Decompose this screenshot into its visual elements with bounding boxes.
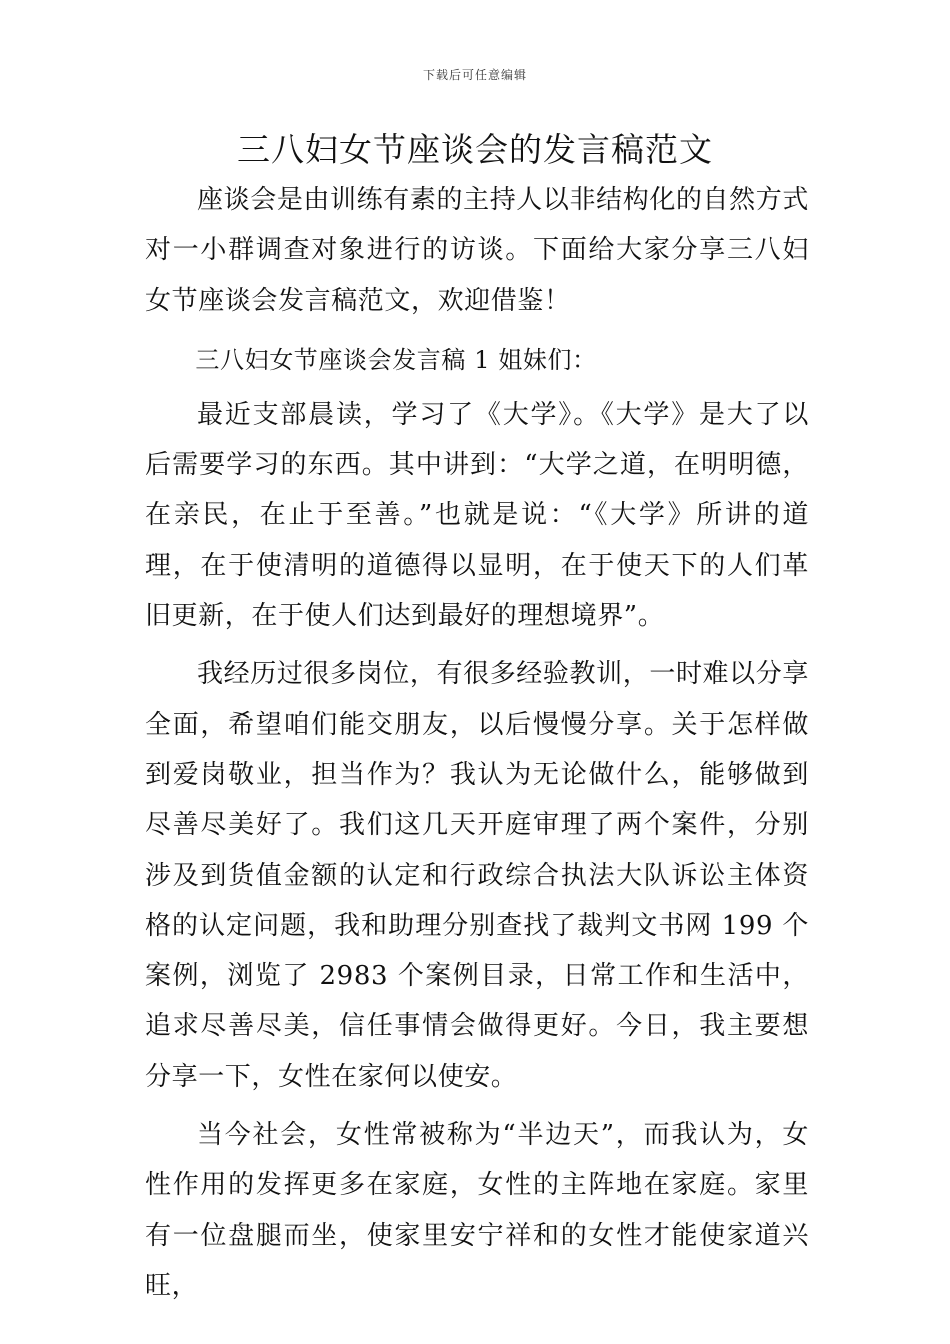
- section-subhead: 三八妇女节座谈会发言稿 1 姐妹们：: [195, 345, 597, 374]
- paragraph-intro: 座谈会是由训练有素的主持人以非结构化的自然方式对一小群调查对象进行的访谈。下面给大家分享三八妇女节座谈会发言稿范文，欢迎借鉴！: [145, 185, 809, 316]
- document-body: [145, 175, 809, 1311]
- paragraph-experience: 我经历过很多岗位，有很多经验教训，一时难以分享全面，希望咱们能交朋友，以后慢慢分享。关于怎样做到爱岗敬业，担当作为？我认为无论做什么，能够做到尽善尽美好了。我们这几天开庭审理了两个案件，分别涉及到货值金额的认定和行政综合执法大队诉讼主体资格的认定问题，我和助理分别查找了裁判文书网 199 个案例，浏览了 2983 个案例目录，日常工作和生活中，追求尽善尽美，信任事情会做得更好。今日，我主要想分享一下，女性在家何以使安。: [145, 659, 809, 1092]
- document-title: 三八妇女节座谈会的发言稿范文: [237, 130, 713, 169]
- header-note: 下载后可任意编辑: [422, 68, 527, 82]
- paragraph-women-role: 当今社会，女性常被称为“半边天”，而我认为，女性作用的发挥更多在家庭，女性的主阵地在家庭。家里有一位盘腿而坐，使家里安宁祥和的女性才能使家道兴旺，: [145, 1120, 809, 1301]
- paragraph-daxue: 最近支部晨读，学习了《大学》。《大学》是大了以后需要学习的东西。其中讲到：“大学之道，在明明德，在亲民，在止于至善。”也就是说：“《大学》所讲的道理，在于使清明的道德得以显明，在于使天下的人们革旧更新，在于使人们达到最好的理想境界”。: [145, 399, 809, 632]
